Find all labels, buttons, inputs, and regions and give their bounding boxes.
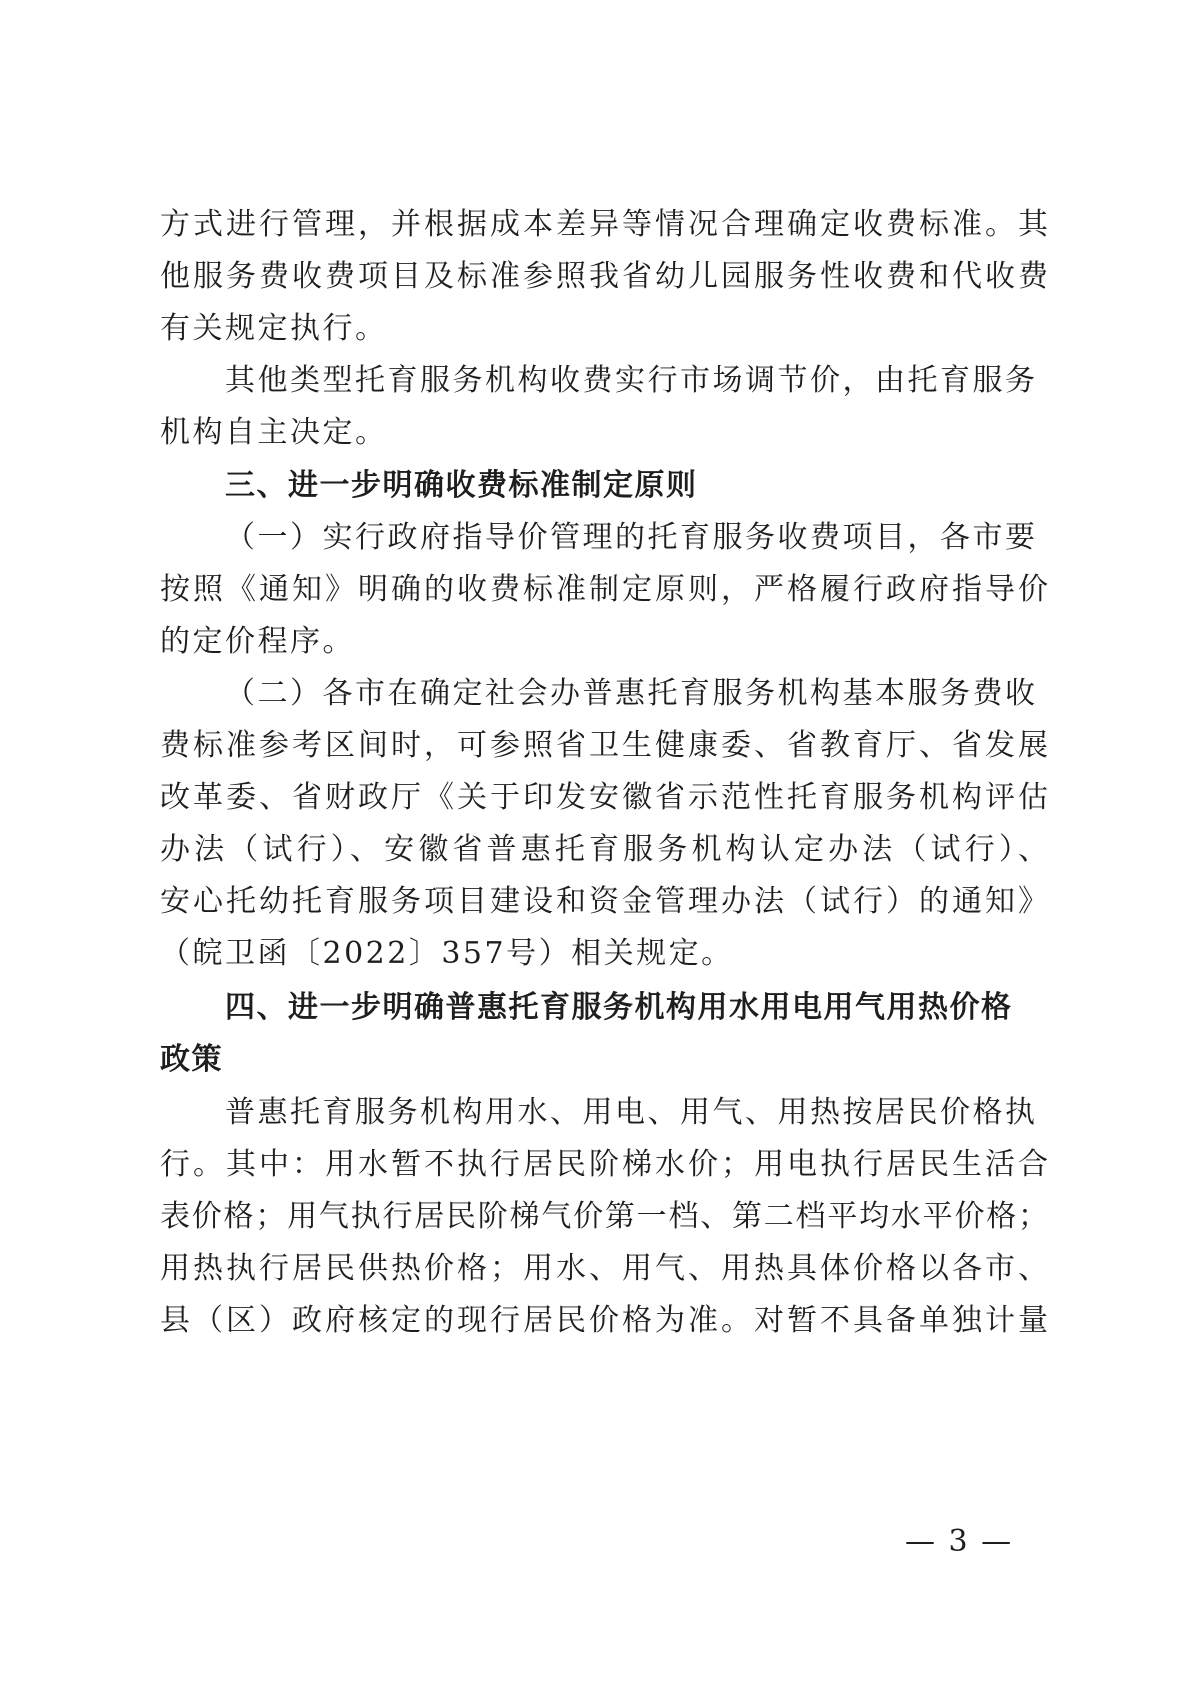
body-text-line: 改革委、省财政厅《关于印发安徽省示范性托育服务机构评估: [160, 780, 1048, 815]
body-text-line: 方式进行管理，并根据成本差异等情况合理确定收费标准。其: [160, 207, 1048, 242]
body-text-line: 表价格；用气执行居民阶梯气价第一档、第二档平均水平价格；: [160, 1199, 1048, 1234]
body-text-line: 普惠托育服务机构用水、用电、用气、用热按居民价格执: [225, 1095, 1038, 1130]
body-text-line: 行。其中：用水暂不执行居民阶梯水价；用电执行居民生活合: [160, 1147, 1048, 1182]
body-text-line: 机构自主决定。: [160, 415, 388, 450]
body-text-line: 县（区）政府核定的现行居民价格为准。对暂不具备单独计量: [160, 1303, 1048, 1338]
body-text-line: 费标准参考区间时，可参照省卫生健康委、省教育厅、省发展: [160, 728, 1048, 763]
section-heading-3: 三、进一步明确收费标准制定原则: [225, 468, 698, 503]
section-heading-4-continuation: 政策: [160, 1042, 223, 1077]
body-text-line: 办法（试行）、安徽省普惠托育服务机构认定办法（试行）、: [160, 832, 1048, 867]
body-text-line: 按照《通知》明确的收费标准制定原则，严格履行政府指导价: [160, 572, 1048, 607]
body-text-line: 其他类型托育服务机构收费实行市场调节价，由托育服务: [225, 363, 1038, 398]
body-text-line: 的定价程序。: [160, 624, 355, 659]
body-text-line: （皖卫函〔2022〕357号）相关规定。: [160, 936, 734, 971]
section-heading-4: 四、进一步明确普惠托育服务机构用水用电用气用热价格: [225, 990, 1013, 1025]
body-text-line: 他服务费收费项目及标准参照我省幼儿园服务性收费和代收费: [160, 259, 1048, 294]
body-text-line: （一）实行政府指导价管理的托育服务收费项目，各市要: [225, 520, 1038, 555]
body-text-line: 安心托幼托育服务项目建设和资金管理办法（试行）的通知》: [160, 884, 1048, 919]
body-text-line: 用热执行居民供热价格；用水、用气、用热具体价格以各市、: [160, 1251, 1048, 1286]
body-text-line: （二）各市在确定社会办普惠托育服务机构基本服务费收: [225, 676, 1038, 711]
page-number: — 3 —: [905, 1524, 1014, 1559]
body-text-line: 有关规定执行。: [160, 311, 388, 346]
